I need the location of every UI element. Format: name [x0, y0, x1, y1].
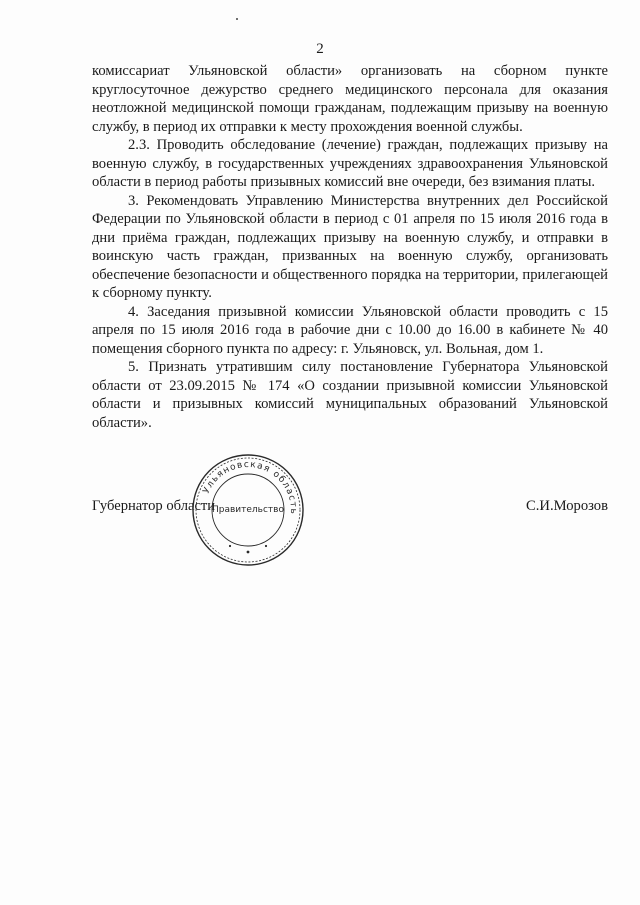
seal-center-text: Правительство [212, 505, 284, 515]
signature-block [92, 497, 608, 517]
paragraph-5: 5. Признать утратившим силу постановление Губернатора Ульяновской области от 23.09.2015 № 174 «О создании призывной комиссии Ульяновской области и призывных комиссий муниципальных образований Ульяновской области». [92, 359, 608, 431]
seal-ring-text: Ульяновская область [201, 459, 299, 516]
paragraph-4: 4. Заседания призывной комиссии Ульяновской области проводить с 15 апреля по 15 июля 2016 года в рабочие дни с 10.00 до 16.00 в кабинете № 40 помещения сборного пункта по адресу: г. Ульяновск, ул. Вольная, дом 1. [92, 303, 608, 357]
paragraph-3: 3. Рекомендовать Управлению Министерства внутренних дел Российской Федерации по Ульяновской области в период с 01 апреля по 15 июля 2016 года в дни приёма граждан, подлежащих призыву на военную службу, и отправки в воинскую часть граждан, призванных на военную службу, организовать обеспечение безопасности и общественного порядка на территории, прилегающей к сборному пункту. [92, 192, 608, 301]
document-body [92, 62, 608, 432]
signatory-name: С.И.Морозов [526, 498, 608, 514]
signatory-position: Губернатор области [92, 498, 216, 514]
page-number: 2 [316, 41, 324, 57]
paragraph-2-3: 2.3. Проводить обследование (лечение) граждан, подлежащих призыву на военную службу, в государственных учреждениях здравоохранения Ульяновской области в период работы призывных комиссий вне очереди, без взимания платы. [92, 137, 608, 190]
official-seal-stamp [190, 452, 306, 568]
scan-speck [236, 18, 238, 20]
paragraph-continuation: комиссариат Ульяновской области» организовать на сборном пункте круглосуточное дежурство среднего медицинского персонала для оказания неотложной медицинской помощи гражданам, подлежащим призыву на военную службу, в период их отправки к месту прохождения военной службы. [92, 63, 608, 135]
